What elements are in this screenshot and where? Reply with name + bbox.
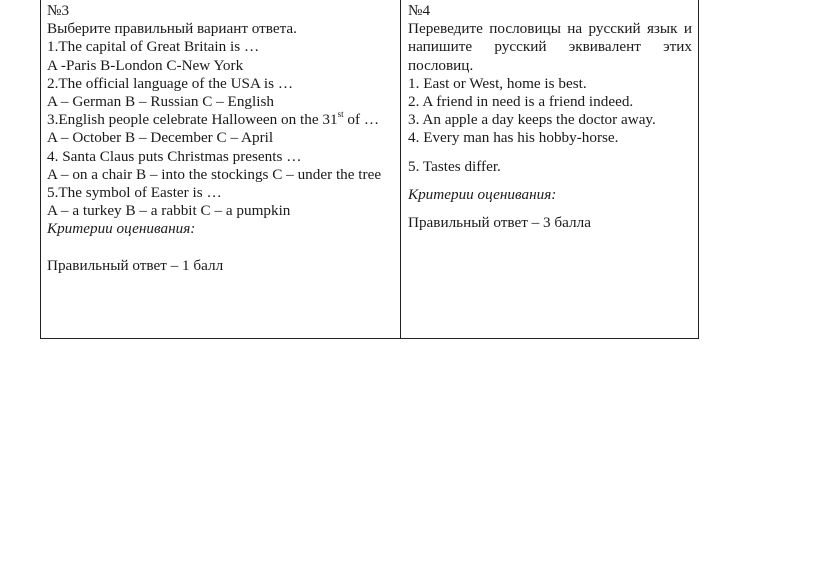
question-2: 2.The official language of the USA is … bbox=[47, 74, 294, 92]
tasks-table bbox=[40, 0, 699, 339]
question-3-ending: of … bbox=[343, 111, 380, 129]
proverb-5: 5. Tastes differ. bbox=[408, 157, 501, 175]
proverb-2: 2. A friend in need is a friend indeed. bbox=[408, 93, 634, 111]
answers-4: A – on a chair B – into the stockings C – under the tree bbox=[47, 165, 382, 183]
question-3-ordinal-suffix: st bbox=[337, 109, 344, 120]
proverb-3: 3. An apple a day keeps the doctor away. bbox=[408, 111, 656, 129]
task-4-number: №4 bbox=[408, 2, 431, 19]
answers-2: A – German B – Russian C – English bbox=[47, 93, 274, 111]
answers-3: A – October B – December C – April bbox=[47, 129, 274, 147]
task-3-criteria-label: Критерии оценивания: bbox=[47, 220, 196, 238]
question-1: 1.The capital of Great Britain is … bbox=[47, 38, 260, 56]
task-3-number: №3 bbox=[47, 2, 70, 19]
answers-1: A -Paris B-London C-New York bbox=[47, 56, 244, 74]
task-4-criteria-label: Критерии оценивания: bbox=[408, 185, 557, 203]
question-3-text: 3.English people celebrate Halloween on the 31 bbox=[47, 111, 338, 129]
task-3-cell bbox=[41, 0, 401, 338]
task-4-instruction: Переведите пословицы на русский язык и напишите русский эквивалент этих пословиц. bbox=[408, 20, 692, 74]
question-3 bbox=[47, 111, 394, 129]
task-4-cell bbox=[401, 0, 698, 338]
proverb-4: 4. Every man has his hobby-horse. bbox=[408, 129, 619, 147]
answers-5: A – a turkey B – a rabbit C – a pumpkin bbox=[47, 202, 291, 220]
task-3-criteria-value: Правильный ответ – 1 балл bbox=[47, 256, 224, 274]
question-4: 4. Santa Claus puts Christmas presents … bbox=[47, 147, 302, 165]
task-3-instruction: Выберите правильный вариант ответа. bbox=[47, 20, 297, 38]
task-4-criteria-value: Правильный ответ – 3 балла bbox=[408, 214, 591, 232]
proverb-1: 1. East or West, home is best. bbox=[408, 74, 587, 92]
question-5: 5.The symbol of Easter is … bbox=[47, 184, 222, 202]
